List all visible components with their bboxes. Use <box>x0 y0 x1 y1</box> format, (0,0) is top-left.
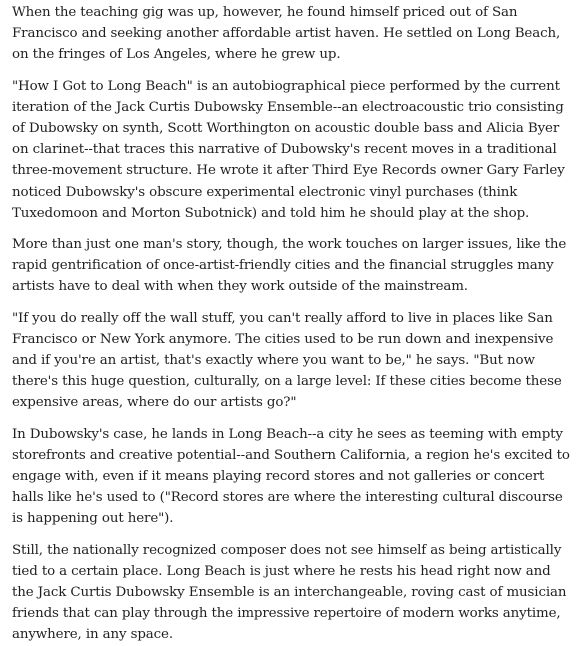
article-paragraph: When the teaching gig was up, however, he found himself priced out of San Francisco and seeking another affordable artist haven. He settled on Long Beach, on the fringes of Los Angeles, where he grew up. <box>12 5 561 63</box>
article-paragraph: More than just one man's story, though, the work touches on larger issues, like the rapid gentrification of once-artist-friendly cities and the financial struggles many artists have to deal with when they work outside of the mainstream. <box>12 237 567 295</box>
article-paragraph: In Dubowsky's case, he lands in Long Beach--a city he sees as teeming with empty storefronts and creative potential--and Southern California, a region he's excited to engage with, even if it means playing record stores and not galleries or concert halls like he's used to ("Record stores are where the interesting cultural discourse is happening out here"). <box>12 426 570 527</box>
article-paragraph: "How I Got to Long Beach" is an autobiographical piece performed by the current iteration of the Jack Curtis Dubowsky Ensemble--an electroacoustic trio consisting of Dubowsky on synth, Scott Worthington on acoustic double bass and Alicia Byer on clarinet--that traces this narrative of Dubowsky's recent moves in a traditional three-movement structure. He wrote it after Third Eye Records owner Gary Farley noticed Dubowsky's obscure experimental electronic vinyl purchases (think Tuxedomoon and Morton Subotnick) and told him he should play at the shop. <box>12 78 565 221</box>
article-paragraph: Still, the nationally recognized composer does not see himself as being artistically tied to a certain place. Long Beach is just where he rests his head right now and the Jack Curtis Dubowsky Ensemble is an interchangeable, roving cast of musician friends that can play through the impressive repertoire of modern works anytime, anywhere, in any space. <box>12 542 567 643</box>
article-paragraph: "If you do really off the wall stuff, you can't really afford to live in places like San Francisco or New York anymore. The cities used to be run down and inexpensive and if you're an artist, that's exactly where you want to be," he says. "But now there's this huge question, culturally, on a large level: If these cities become these expensive areas, where do our artists go?" <box>12 310 562 411</box>
